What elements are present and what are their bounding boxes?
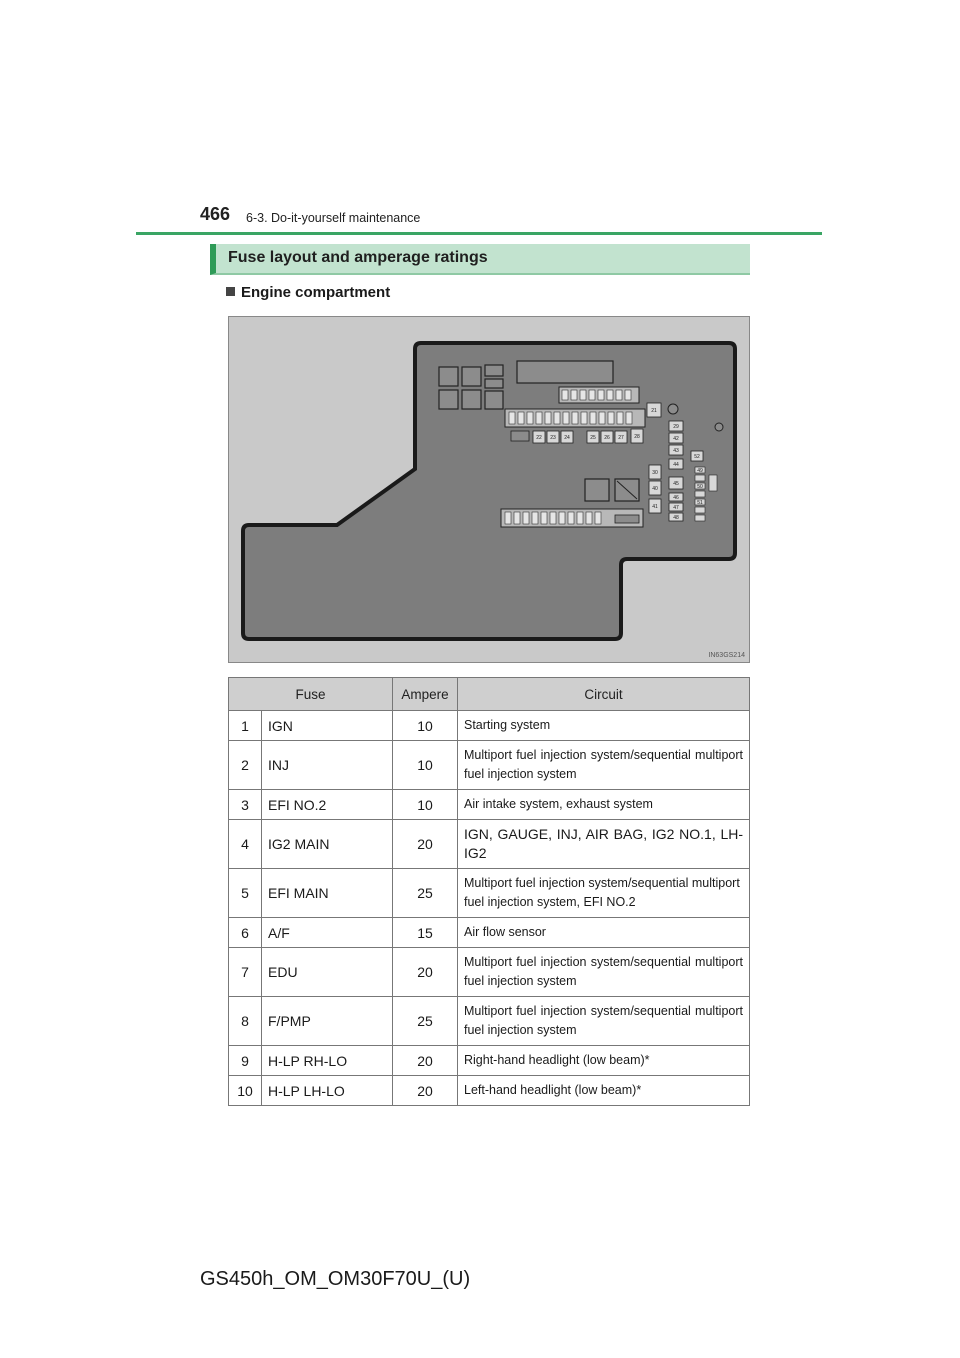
fuse-label: 41 (652, 504, 658, 510)
fuse-label: 49 (697, 468, 703, 474)
table-row (229, 1076, 750, 1106)
fuse-name: INJ (262, 741, 393, 790)
table-row (229, 711, 750, 741)
fuse-number: 6 (229, 918, 262, 948)
heading-bar (210, 244, 750, 275)
fuse-number: 1 (229, 711, 262, 741)
fuse-circuit: Starting system (458, 711, 750, 741)
fuse-circuit: Air intake system, exhaust system (458, 790, 750, 820)
fuse-label: 21 (651, 408, 657, 414)
fuse-label: 50 (697, 484, 703, 490)
relay-lower (585, 479, 609, 501)
fuse-name: EDU (262, 948, 393, 997)
fuse-ampere: 25 (393, 869, 458, 918)
fuse-name: IG2 MAIN (262, 820, 393, 869)
fuse-ampere: 15 (393, 918, 458, 948)
fuse-label: 46 (673, 495, 679, 501)
section-title: 6-3. Do-it-yourself maintenance (246, 211, 421, 225)
fuse-label: 26 (604, 435, 610, 441)
fuse-label: 22 (536, 435, 542, 441)
fuse-label: 43 (673, 448, 679, 454)
fuse-name: EFI NO.2 (262, 790, 393, 820)
square-bullet-icon (226, 287, 235, 296)
fuse-ampere: 10 (393, 790, 458, 820)
col-ampere: Ampere (393, 678, 458, 711)
fuse-name: H-LP LH-LO (262, 1076, 393, 1106)
table-row (229, 918, 750, 948)
fuse-box-illustration (229, 317, 749, 662)
fuse-circuit: Right-hand headlight (low beam)* (458, 1046, 750, 1076)
fuse-label: 40 (652, 486, 658, 492)
fuse-box-diagram (228, 316, 750, 663)
fuse-name: IGN (262, 711, 393, 741)
fuse-ampere: 20 (393, 1046, 458, 1076)
fuse-label: 42 (673, 436, 679, 442)
fuse-number: 2 (229, 741, 262, 790)
fuse-name: F/PMP (262, 997, 393, 1046)
col-fuse: Fuse (229, 678, 393, 711)
fuse-label: 44 (673, 462, 679, 468)
fuse-label: 48 (673, 515, 679, 521)
fuse-label: 52 (694, 454, 700, 460)
heading-text: Fuse layout and amperage ratings (228, 249, 488, 266)
col-circuit: Circuit (458, 678, 750, 711)
fuse-label: 29 (673, 424, 679, 430)
fuse-label: 23 (550, 435, 556, 441)
table-row (229, 790, 750, 820)
connector-slot (517, 361, 613, 383)
fuse-number: 7 (229, 948, 262, 997)
table-row (229, 1046, 750, 1076)
fuse-number: 10 (229, 1076, 262, 1106)
fuse-circuit: Multiport fuel injection system/sequential multiport fuel injection system (458, 741, 750, 790)
fuse-name: H-LP RH-LO (262, 1046, 393, 1076)
table-row (229, 997, 750, 1046)
fuse-label: 25 (590, 435, 596, 441)
fuse-ampere: 20 (393, 820, 458, 869)
table-row (229, 741, 750, 790)
table-row (229, 948, 750, 997)
fuse-number: 8 (229, 997, 262, 1046)
table-row (229, 869, 750, 918)
fuse-number: 4 (229, 820, 262, 869)
fuse-ampere: 10 (393, 741, 458, 790)
fuse-label: 51 (697, 500, 703, 506)
fuse-circuit: IGN, GAUGE, INJ, AIR BAG, IG2 NO.1, LH-IG2 (458, 820, 750, 869)
fuse-circuit: Left-hand headlight (low beam)* (458, 1076, 750, 1106)
fuse-label: 24 (564, 435, 570, 441)
subheading (226, 284, 390, 301)
fuse-label: 47 (673, 505, 679, 511)
fuse-name: A/F (262, 918, 393, 948)
document-code: GS450h_OM_OM30F70U_(U) (200, 1268, 471, 1290)
fuse-label: 45 (673, 481, 679, 487)
fuse-number: 5 (229, 869, 262, 918)
fuse-circuit: Air flow sensor (458, 918, 750, 948)
fuse-label: 28 (634, 434, 640, 440)
fuse-label: 30 (652, 470, 658, 476)
fuse-number: 3 (229, 790, 262, 820)
fuse-label: 27 (618, 435, 624, 441)
fuse-number: 9 (229, 1046, 262, 1076)
fuse-ampere: 20 (393, 948, 458, 997)
table-row (229, 820, 750, 869)
page-number: 466 (200, 204, 231, 224)
fuse-name: EFI MAIN (262, 869, 393, 918)
fuse-circuit: Multiport fuel injection system/sequential multiport fuel injection system, EFI NO.2 (458, 869, 750, 918)
fuse-circuit: Multiport fuel injection system/sequential multiport fuel injection system (458, 997, 750, 1046)
fuse-ampere: 25 (393, 997, 458, 1046)
diagram-code: IN63GS214 (708, 652, 745, 659)
fuse-circuit: Multiport fuel injection system/sequential multiport fuel injection system (458, 948, 750, 997)
header-rule (136, 232, 822, 235)
subheading-text: Engine compartment (241, 284, 391, 301)
fuse-table (228, 677, 750, 1106)
fuse-ampere: 10 (393, 711, 458, 741)
fuse-ampere: 20 (393, 1076, 458, 1106)
